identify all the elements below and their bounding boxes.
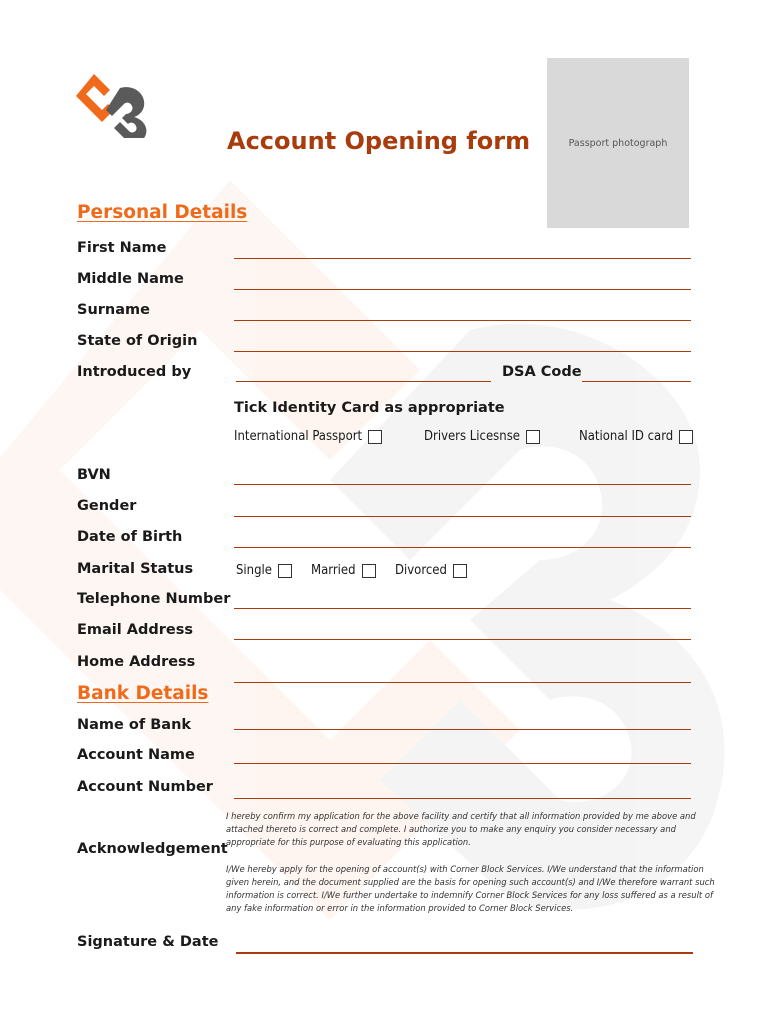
label-dsa-code: DSA Code [502, 364, 582, 380]
section-heading-personal: Personal Details [77, 202, 248, 223]
gender-field[interactable] [234, 516, 691, 517]
label-account-name: Account Name [77, 747, 195, 763]
label-telephone: Telephone Number [77, 591, 231, 607]
id-option-drivers-license[interactable] [424, 429, 540, 444]
id-option-label: International Passport [234, 429, 363, 444]
label-gender: Gender [77, 498, 137, 514]
label-first-name: First Name [77, 240, 167, 256]
checkbox-drivers-license[interactable] [526, 430, 540, 444]
id-option-international-passport[interactable] [234, 429, 382, 444]
label-introduced-by: Introduced by [77, 364, 192, 380]
bvn-field[interactable] [234, 484, 691, 485]
marital-option-single[interactable] [236, 563, 292, 578]
acknowledgement-text-2: I/We hereby apply for the opening of account(s) with Corner Block Services. I/We understand that the information given herein, and the document supplied are the basis for opening such account(s) and I/We therefore warrant such information is correct. I/We further undertake to indemnify Corner Block Services for any loss suffered as a result of any fake information or error in the information provided to Corner Block Services. [226, 864, 715, 913]
dsa-code-field[interactable] [582, 381, 691, 382]
label-marital-status: Marital Status [77, 561, 194, 577]
marital-option-label: Single [236, 563, 272, 578]
signature-date-field[interactable] [236, 952, 693, 954]
label-state-of-origin: State of Origin [77, 333, 198, 349]
id-option-national-id[interactable] [579, 429, 693, 444]
label-date-of-birth: Date of Birth [77, 529, 183, 545]
marital-option-divorced[interactable] [395, 563, 467, 578]
page-title: Account Opening form [227, 127, 531, 155]
label-middle-name: Middle Name [77, 271, 184, 287]
label-signature-date: Signature & Date [77, 934, 219, 950]
middle-name-field[interactable] [234, 289, 691, 290]
id-option-label: National ID card [579, 429, 674, 444]
introduced-by-field[interactable] [236, 381, 491, 382]
date-of-birth-field[interactable] [234, 547, 691, 548]
account-name-field[interactable] [234, 763, 691, 764]
passport-photo-label: Passport photograph [568, 137, 668, 149]
label-bvn: BVN [77, 467, 111, 483]
marital-option-married[interactable] [311, 563, 376, 578]
company-logo [76, 72, 156, 138]
checkbox-married[interactable] [362, 564, 376, 578]
label-surname: Surname [77, 302, 150, 318]
label-account-number: Account Number [77, 779, 213, 795]
account-number-field[interactable] [234, 798, 691, 799]
home-address-field[interactable] [234, 682, 691, 683]
label-home-address: Home Address [77, 654, 196, 670]
acknowledgement-text-1: I hereby confirm my application for the above facility and certify that all information provided by me above and attached thereto is correct and complete. I authorize you to make any enquiry you consider necessary and appropriate for this purpose of evaluating this application. [226, 811, 696, 847]
checkbox-international-passport[interactable] [368, 430, 382, 444]
bank-name-field[interactable] [234, 729, 691, 730]
label-email: Email Address [77, 622, 194, 638]
section-heading-bank: Bank Details [77, 683, 209, 704]
checkbox-national-id[interactable] [679, 430, 693, 444]
email-field[interactable] [234, 639, 691, 640]
surname-field[interactable] [234, 320, 691, 321]
checkbox-divorced[interactable] [453, 564, 467, 578]
label-acknowledgement: Acknowledgement [77, 841, 228, 857]
telephone-field[interactable] [234, 608, 691, 609]
marital-option-label: Divorced [395, 563, 447, 578]
id-option-label: Drivers Licesnse [424, 429, 520, 444]
label-bank-name: Name of Bank [77, 717, 192, 733]
marital-option-label: Married [311, 563, 356, 578]
checkbox-single[interactable] [278, 564, 292, 578]
state-of-origin-field[interactable] [234, 351, 691, 352]
id-card-title: Tick Identity Card as appropriate [234, 400, 505, 416]
passport-photo-placeholder[interactable] [547, 58, 689, 228]
first-name-field[interactable] [234, 258, 691, 259]
